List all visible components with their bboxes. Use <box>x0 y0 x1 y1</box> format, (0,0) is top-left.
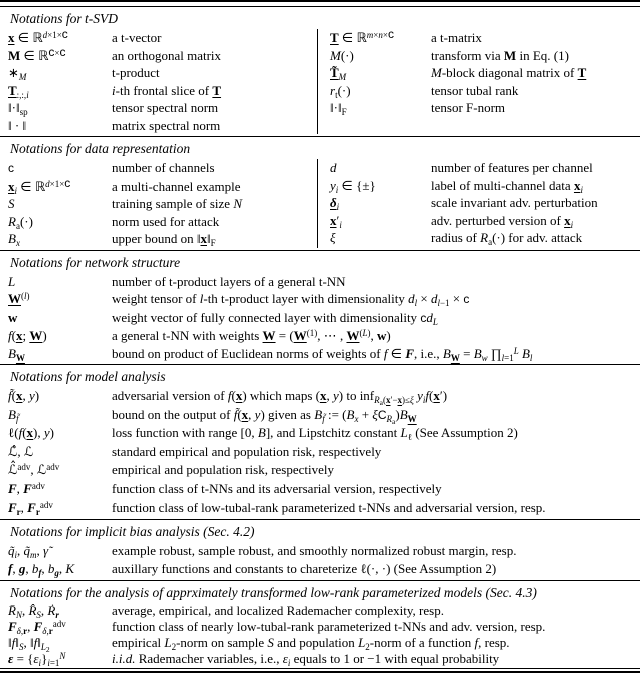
section-columns <box>8 29 632 134</box>
symbol-cell: $R_a(\cdot)$ <box>8 213 33 231</box>
table-row <box>330 99 632 117</box>
section-columns <box>8 159 632 248</box>
symbol-cell: ℒ̂, ℒ <box>8 443 34 459</box>
table-row <box>8 159 317 178</box>
notation-table <box>0 7 640 668</box>
section-title: Notations for model analysis <box>10 369 166 384</box>
description-cell: adv. perturbed version of $x_i$ <box>431 212 574 230</box>
table-row <box>330 82 632 100</box>
description-cell: t-product <box>112 65 160 80</box>
symbol-cell: S <box>8 196 15 211</box>
symbol-cell: $T̃_M$ <box>330 65 347 82</box>
description-cell: an orthogonal matrix <box>112 47 222 63</box>
symbol-cell: $B_{f̃}$ <box>8 406 19 424</box>
description-cell: bound on the output of f̃(x, y) given as $B_{f̃}$ := $(B_x + \xi C_{R_a})B_W$ <box>112 406 417 426</box>
description-cell: i-th frontal slice of T <box>112 82 222 98</box>
symbol-cell: $W^{(l)}$ <box>8 291 30 306</box>
section-title: Notations for implicit bias analysis (Sec. 4.2) <box>10 524 255 540</box>
section-1 <box>0 7 640 136</box>
table-row <box>8 99 317 117</box>
symbol-cell: $T_{:,:,i}$ <box>8 82 29 100</box>
section-6 <box>0 580 640 668</box>
description-cell: training sample of size N <box>112 196 242 211</box>
left-column <box>8 29 318 134</box>
table-row <box>330 229 632 247</box>
description-cell: scale invariant adv. perturbation <box>431 195 598 210</box>
table-row <box>330 64 632 82</box>
symbol-cell: f(x; W) <box>8 328 47 343</box>
symbol-cell: $r_t(\cdot)$ <box>330 82 351 100</box>
table-row <box>8 443 632 462</box>
description-cell: upper bound on $‖x‖_F$ <box>112 231 216 248</box>
table-row <box>8 213 317 231</box>
table-row <box>8 603 632 619</box>
description-cell: a t-matrix <box>431 30 482 45</box>
description-cell: a t-vector <box>112 30 162 45</box>
description-cell: a multi-channel example <box>112 178 241 194</box>
symbol-cell: ξ <box>330 230 336 245</box>
description-cell: tensor F-norm <box>431 100 506 115</box>
right-column <box>318 29 632 134</box>
table-row <box>8 461 632 480</box>
table-row <box>8 327 632 345</box>
description-cell: function class of nearly low-tubal-rank parameterized t-NNs and adv. version, resp. <box>112 618 546 634</box>
section-4 <box>0 364 640 519</box>
section-2 <box>0 136 640 250</box>
symbol-cell: $‖f‖_S$, $‖f‖_{L_2}$ <box>8 634 50 654</box>
table-row <box>8 345 632 363</box>
section-5 <box>0 519 640 580</box>
table-row <box>8 117 317 135</box>
symbol-cell: L <box>8 273 16 289</box>
table-row <box>330 29 632 47</box>
table-row <box>8 542 632 560</box>
table-row <box>8 480 632 499</box>
table-row <box>8 195 317 213</box>
section-title: Notations for data representation <box>10 141 191 156</box>
table-row <box>8 64 317 82</box>
symbol-cell: $B_W$ <box>8 345 25 363</box>
symbol-cell: w <box>8 309 18 325</box>
table-row <box>8 560 632 578</box>
table-row <box>8 44 317 65</box>
description-cell: adversarial version of f(x) which maps (x, y) to inf$_{R_a(x'-x)\le\xi}$ $y_if(x')$ <box>112 388 448 407</box>
symbol-cell: c <box>8 161 14 175</box>
description-cell: empirical $L_2$-norm on sample S and population $L_2$-norm of a function f, resp. <box>112 634 510 652</box>
description-cell: tensor tubal rank <box>431 82 519 98</box>
table-row <box>8 406 632 425</box>
table-row <box>8 175 317 196</box>
description-cell: transform via M in Eq. (1) <box>431 47 569 63</box>
table-row <box>330 159 632 177</box>
table-row <box>8 290 632 309</box>
table-row <box>8 619 632 635</box>
symbol-cell: $F_{\delta,r}$, $F_{\delta,r}^{adv}$ <box>8 618 66 636</box>
section-title: Notations for the analysis of apprximately transformed low-rank parameterized models (Sec. 4.3) <box>10 585 537 601</box>
top-double-rule <box>0 0 640 7</box>
description-cell: empirical and population risk, respectively <box>112 462 335 478</box>
symbol-cell: $x'_i$ <box>330 212 342 230</box>
table-row <box>330 212 632 230</box>
symbol-cell: ‖ · ‖ <box>8 117 27 133</box>
description-cell: label of multi-channel data $x_i$ <box>431 177 583 195</box>
table-row <box>8 424 632 443</box>
description-cell: number of t-product layers of a general t-NN <box>112 273 346 289</box>
section-title: Notations for t-SVD <box>10 11 119 26</box>
description-cell: function class of t-NNs and its adversarial version, respectively <box>112 480 442 496</box>
table-row <box>8 230 317 248</box>
left-column <box>8 159 318 248</box>
symbol-cell: ℓ(f(x), y) <box>8 425 54 441</box>
symbol-cell: $B_x$ <box>8 231 20 248</box>
description-cell: auxillary functions and constants to chareterize ℓ(·, ·) (See Assumption 2) <box>112 561 497 577</box>
table-row <box>8 273 632 291</box>
symbol-cell: $R̄_N$, $R̂_S$, Ṙ$_r$ <box>8 603 59 621</box>
description-cell: loss function with range [0, B], and Lipstchitz constant $L_\ell$ (See Assumption 2) <box>112 425 518 443</box>
symbol-cell: $‖\cdot‖_{sp}$ <box>8 100 28 117</box>
description-cell: radius of $R_a(\cdot)$ for adv. attack <box>431 230 583 247</box>
symbol-cell: $∗_M$ <box>8 65 27 82</box>
symbol-cell: $q̃_i$, $q̃_m$, γ̃ <box>8 543 49 561</box>
description-cell: average, empirical, and localized Rademacher complexity, resp. <box>112 603 444 619</box>
description-cell: weight vector of fully connected layer with dimensionality $cd_L$ <box>112 309 438 327</box>
symbol-cell: M(·) <box>330 47 354 63</box>
symbol-cell: M ∈ ℝ$^{c\times c}$ <box>8 44 66 63</box>
symbol-cell: $‖\cdot‖_F$ <box>330 100 347 117</box>
description-cell: standard empirical and population risk, respectively <box>112 443 382 459</box>
symbol-cell: F, $F^{adv}$ <box>8 480 45 496</box>
symbol-cell: f̃(x, y) <box>8 388 40 403</box>
description-cell: M-block diagonal matrix of T <box>431 65 587 80</box>
description-cell: function class of low-tubal-rank parameterized t-NNs and adversarial version, resp. <box>112 499 546 515</box>
table-row <box>8 634 632 654</box>
symbol-cell: $\varepsilon = \{\varepsilon_i\}_{i=1}^N$ <box>8 650 66 668</box>
symbol-cell: $F_r$, $F_r^{adv}$ <box>8 499 53 517</box>
table-row <box>330 194 632 212</box>
symbol-cell: $y_i$ ∈ {±} <box>330 177 376 195</box>
right-column <box>318 159 632 248</box>
table-row <box>8 651 632 667</box>
symbol-cell: T ∈ ℝ$^{m\times n\times c}$ <box>330 27 394 45</box>
symbol-cell: $\delta_i$ <box>330 195 340 212</box>
table-row <box>8 82 317 100</box>
table-row <box>8 309 632 328</box>
description-cell: tensor spectral norm <box>112 100 219 115</box>
description-cell: i.i.d. Rademacher variables, i.e., $\varepsilon_i$ equals to 1 or −1 with equal probability <box>112 650 500 668</box>
description-cell: bound on product of Euclidean norms of weights of f ∈ F, i.e., $B_W = B_w$ $\prod_{l=1}^L$ $B_l$ <box>112 345 533 363</box>
symbol-cell: d <box>330 160 337 175</box>
description-cell: matrix spectral norm <box>112 117 221 133</box>
symbol-cell: $x_i$ ∈ ℝ$^{d\times 1\times c}$ <box>8 175 71 196</box>
description-cell: number of channels <box>112 160 215 175</box>
description-cell: weight tensor of l-th t-product layer with dimensionality $d_l \times d_{l-1} \times c$ <box>112 291 470 308</box>
symbol-cell: x ∈ ℝ$^{d\times 1\times c}$ <box>8 27 68 45</box>
table-row <box>330 177 632 195</box>
description-cell: example robust, sample robust, and smoothly normalized robust margin, resp. <box>112 543 517 559</box>
bottom-double-rule <box>0 668 640 673</box>
symbol-cell: f, g, $b_f$, $b_g$, K <box>8 561 75 579</box>
description-cell: a general t-NN with weights $W = (W^{(1)}$, ⋯ , $W^{(L)}$, w) <box>112 328 391 343</box>
section-3 <box>0 250 640 365</box>
table-row <box>8 499 632 518</box>
description-cell: norm used for attack <box>112 213 220 229</box>
table-row <box>330 47 632 65</box>
section-title: Notations for network structure <box>10 254 181 270</box>
symbol-cell: ℒ̂$^{adv}$, ℒ$^{adv}$ <box>8 462 60 478</box>
description-cell: number of features per channel <box>431 160 593 175</box>
table-row <box>8 387 632 406</box>
